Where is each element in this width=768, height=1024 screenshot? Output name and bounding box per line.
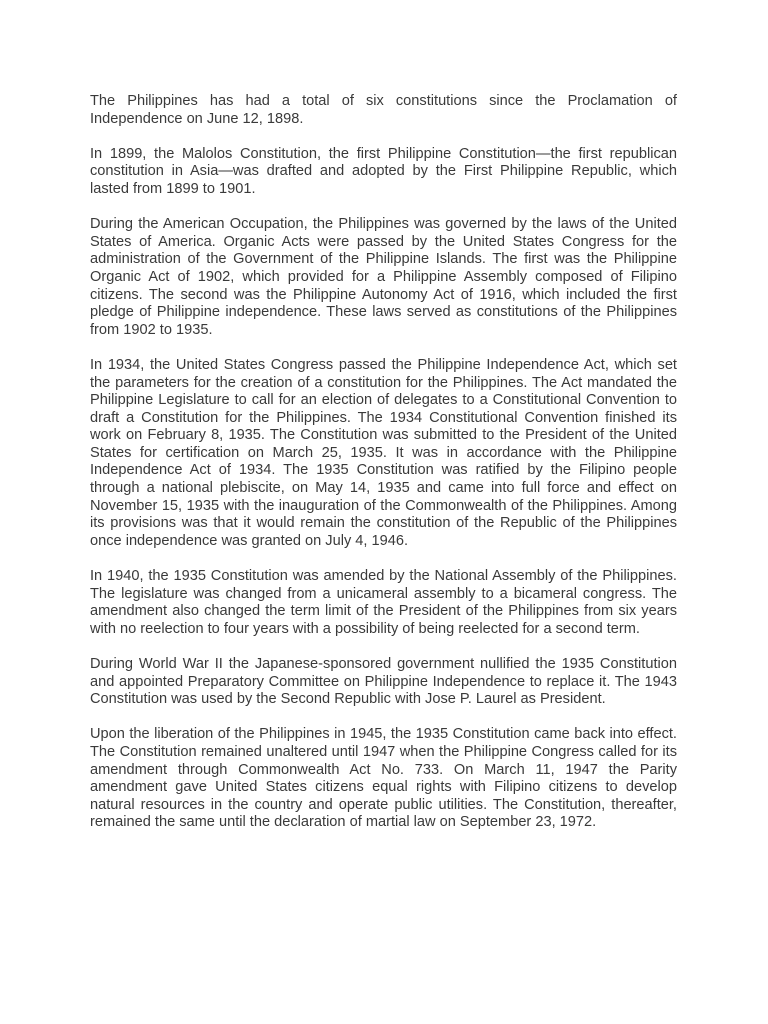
document-body [90,93,677,850]
paragraph-1940-amendment: In 1940, the 1935 Constitution was amended by the National Assembly of the Philippines. The legislature was changed from a unicameral assembly to a bicameral congress. The amendment also changed the term limit of the President of the Philippines from six years with no reelection to four years with a possibility of being reelected for a second term. [90,568,677,637]
paragraph-american-occupation: During the American Occupation, the Philippines was governed by the laws of the United States of America. Organic Acts were passed by the United States Congress for the administration of the Government of the Philippine Islands. The first was the Philippine Organic Act of 1902, which provided for a Philippine Assembly composed of Filipino citizens. The second was the Philippine Autonomy Act of 1916, which included the first pledge of Philippine independence. These laws served as constitutions of the Philippines from 1902 to 1935. [90,216,677,338]
paragraph-intro: The Philippines has had a total of six constitutions since the Proclamation of Independence on June 12, 1898. [90,93,677,127]
paragraph-liberation: Upon the liberation of the Philippines in 1945, the 1935 Constitution came back into effect. The Constitution remained unaltered until 1947 when the Philippine Congress called for its amendment through Commonwealth Act No. 733. On March 11, 1947 the Parity amendment gave United States citizens equal rights with Filipino citizens to develop natural resources in the country and operate public utilities. The Constitution, thereafter, remained the same until the declaration of martial law on September 23, 1972. [90,726,677,831]
paragraph-1935-constitution: In 1934, the United States Congress passed the Philippine Independence Act, which set the parameters for the creation of a constitution for the Philippines. The Act mandated the Philippine Legislature to call for an election of delegates to a Constitutional Convention to draft a Constitution for the Philippines. The 1934 Constitutional Convention finished its work on February 8, 1935. The Constitution was submitted to the President of the United States for certification on March 25, 1935. It was in accordance with the Philippine Independence Act of 1934. The 1935 Constitution was ratified by the Filipino people through a national plebiscite, on May 14, 1935 and came into full force and effect on November 15, 1935 with the inauguration of the Commonwealth of the Philippines. Among its provisions was that it would remain the constitution of the Republic of the Philippines once independence was granted on July 4, 1946. [90,356,677,549]
paragraph-malolos-constitution: In 1899, the Malolos Constitution, the first Philippine Constitution—the first republican constitution in Asia—was drafted and adopted by the First Philippine Republic, which lasted from 1899 to 1901. [90,145,677,197]
paragraph-world-war-ii: During World War II the Japanese-sponsored government nullified the 1935 Constitution and appointed Preparatory Committee on Philippine Independence to replace it. The 1943 Constitution was used by the Second Republic with Jose P. Laurel as President. [90,656,677,708]
